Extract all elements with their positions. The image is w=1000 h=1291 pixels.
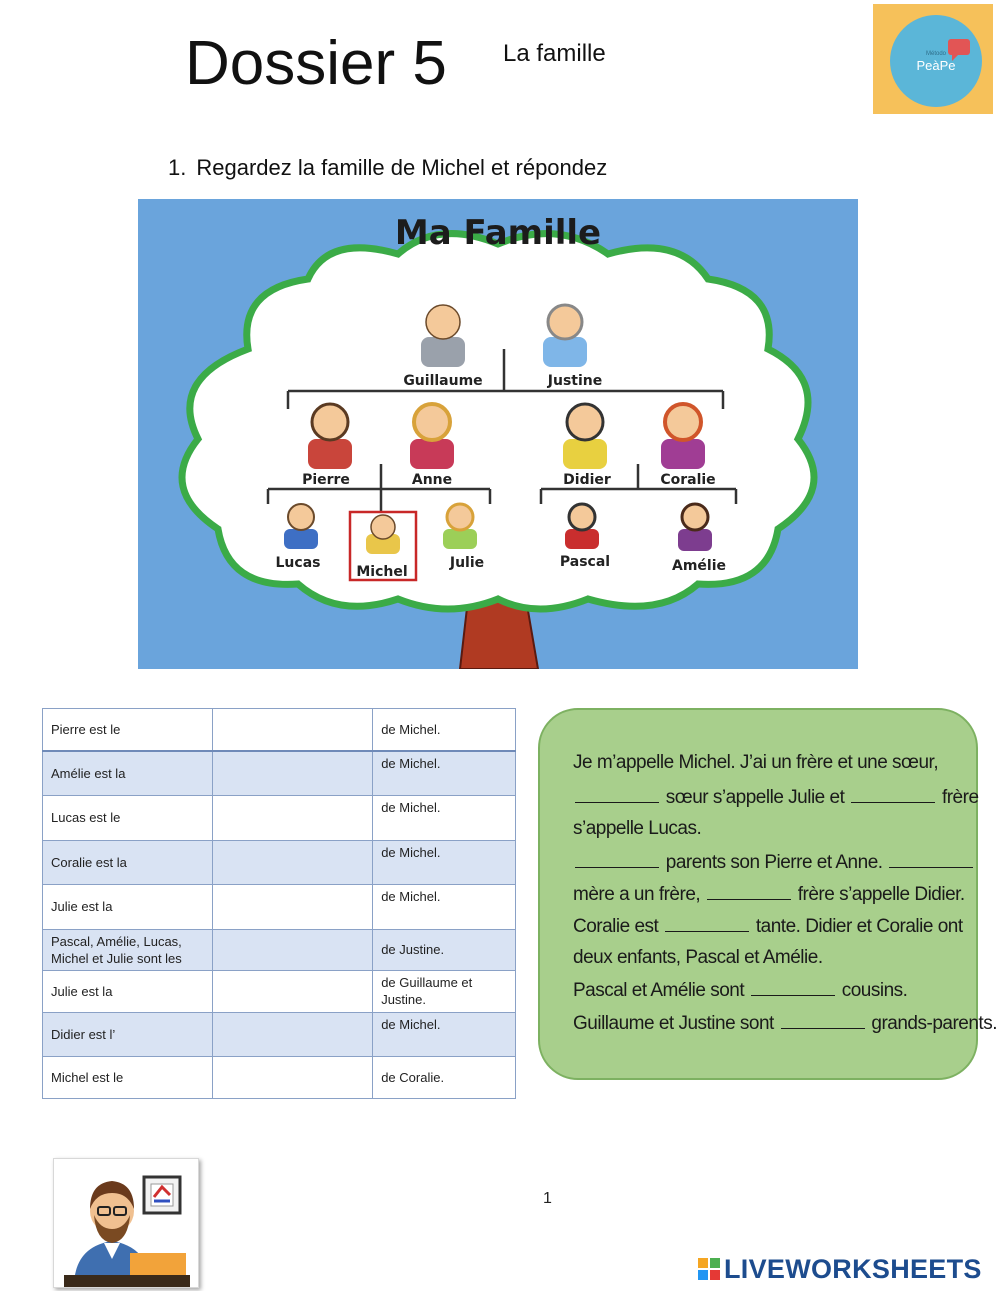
text-fragment: Guillaume et Justine sont [573,1013,774,1034]
answer-cell[interactable] [212,885,373,930]
logo [873,4,993,114]
person-didier [563,404,611,488]
table-row [43,1012,516,1057]
answer-blank[interactable] [751,979,835,996]
text-line [573,752,938,774]
name-coralie: Coralie [660,472,716,488]
table-row [43,971,516,1013]
table-row [43,796,516,841]
row-complement: de Michel. [373,1012,516,1057]
text-line [573,818,701,840]
answer-blank[interactable] [851,786,935,803]
text-line [573,915,963,938]
name-anne: Anne [411,472,453,488]
text-fragment: frère [941,787,979,808]
person-anne [410,404,454,488]
answer-blank[interactable] [665,915,749,932]
row-subject: Lucas est le [43,796,213,841]
text-fragment: Coralie est [573,916,659,937]
answer-blank[interactable] [707,883,791,900]
answer-cell[interactable] [212,709,373,751]
name-michel: Michel [356,564,408,580]
name-lucas: Lucas [275,555,321,571]
answer-cell[interactable] [212,751,373,796]
brand-logo-square [698,1258,708,1268]
brand-logo-square [698,1270,708,1280]
row-complement: de Michel. [373,751,516,796]
table-row [43,885,516,930]
text-fragment: frère s’appelle Didier. [797,884,965,905]
text-fragment: mère a un frère, [573,884,701,905]
speech-bubble-icon [948,39,970,55]
text-line [573,1012,997,1035]
answer-blank[interactable] [781,1012,865,1029]
row-complement: de Guillaume et Justine. [373,971,516,1013]
text-line [573,979,907,1002]
name-amelie: Amélie [671,558,727,574]
text-fragment: Pascal et Amélie sont [573,980,745,1001]
row-complement: de Coralie. [373,1057,516,1099]
text-fragment: grands-parents. [871,1013,997,1034]
table-row [43,929,516,971]
name-guillaume: Guillaume [403,373,483,389]
brand-logo-square [710,1258,720,1268]
row-subject: Pascal, Amélie, Lucas, Michel et Julie sont les [43,929,213,971]
brand-logo-square [710,1270,720,1280]
text-line [573,786,979,809]
table-row [43,709,516,751]
logo-name: PeàPe [916,58,956,73]
text-fragment: sœur s’appelle Julie et [665,787,845,808]
row-complement: de Michel. [373,885,516,930]
row-subject: Julie est la [43,971,213,1013]
answer-cell[interactable] [212,1012,373,1057]
document-title: Dossier 5 [185,29,447,98]
table-row [43,751,516,796]
table-row [43,840,516,885]
name-justine: Justine [547,373,603,389]
row-subject: Amélie est la [43,751,213,796]
page-number: 1 [543,1190,552,1207]
answer-cell[interactable] [212,971,373,1013]
exercise-number: 1. [168,155,187,180]
name-didier: Didier [563,472,611,488]
exercise-instruction [168,155,607,181]
text-fragment: parents son Pierre et Anne. [665,852,883,873]
tree-title: Ma Famille [394,213,602,253]
answer-cell[interactable] [212,840,373,885]
row-subject: Julie est la [43,885,213,930]
text-fragment: tante. Didier et Coralie ont [755,916,963,937]
teacher-illustration [53,1158,199,1288]
row-subject: Michel est le [43,1057,213,1099]
row-subject: Didier est l’ [43,1012,213,1057]
logo-circle [890,15,982,107]
row-subject: Pierre est le [43,709,213,751]
text-line [573,851,975,874]
answers-table [42,708,516,1099]
text-line [573,947,823,969]
family-tree-image [138,199,858,669]
row-complement: de Michel. [373,709,516,751]
answer-cell[interactable] [212,796,373,841]
document-subtitle: La famille [503,40,606,67]
table-row [43,1057,516,1099]
exercise-text: Regardez la famille de Michel et répondez [196,155,608,180]
text-fragment: cousins. [841,980,908,1001]
text-line-content: Je m’appelle Michel. J’ai un frère et une sœur, [573,752,939,773]
text-line [573,883,965,906]
text-line-content: deux enfants, Pascal et Amélie. [573,947,823,968]
row-subject: Coralie est la [43,840,213,885]
row-complement: de Michel. [373,796,516,841]
name-pascal: Pascal [559,554,611,570]
answer-cell[interactable] [212,929,373,971]
answer-blank[interactable] [889,851,973,868]
row-complement: de Michel. [373,840,516,885]
answer-cell[interactable] [212,1057,373,1099]
brand-name: LIVEWORKSHEETS [724,1254,982,1284]
name-pierre: Pierre [302,472,350,488]
name-julie: Julie [449,555,485,571]
answer-blank[interactable] [575,786,659,803]
fill-in-text-panel [538,708,997,1080]
text-line-content: s’appelle Lucas. [573,818,702,839]
logo-small-text: Método [925,51,946,57]
answer-blank[interactable] [575,851,659,868]
row-complement: de Justine. [373,929,516,971]
